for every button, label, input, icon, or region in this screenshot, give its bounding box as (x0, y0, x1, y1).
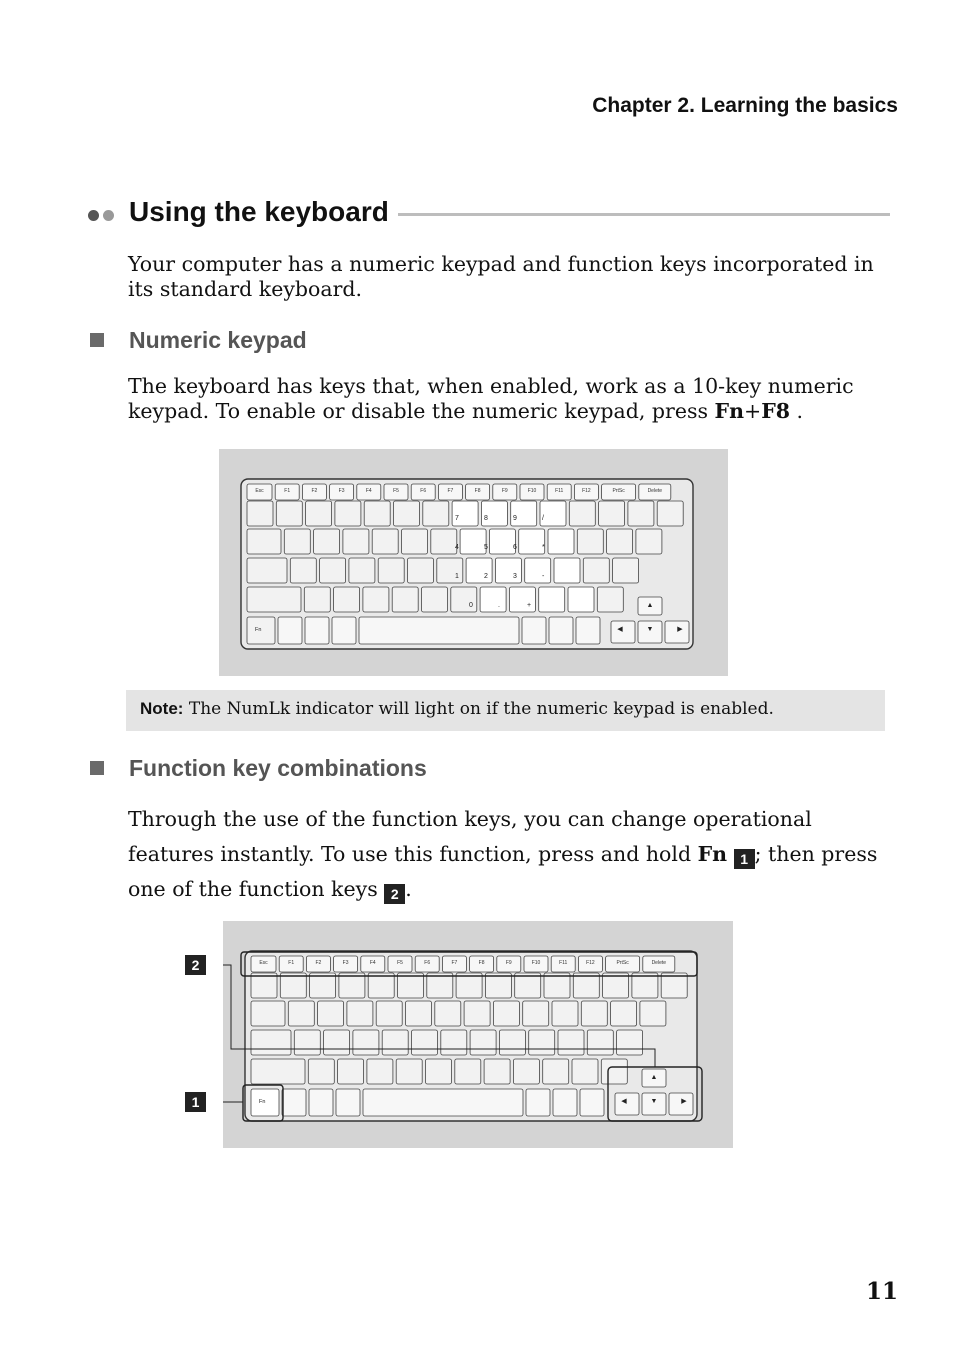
arrow-left-icon: ◀ (621, 1097, 627, 1105)
key-fn: Fn (714, 399, 745, 423)
space-bar (363, 1089, 523, 1116)
key (599, 501, 625, 526)
keypad-label: 3 (513, 573, 517, 580)
key (495, 558, 521, 583)
numeric-text-end: . (790, 399, 804, 423)
function-key-label: F7 (447, 488, 454, 494)
keypad-label: 5 (484, 544, 488, 551)
key (441, 1030, 467, 1055)
function-key-label: F4 (369, 960, 376, 966)
function-key-label: F3 (342, 960, 349, 966)
keyboard-illustration-function (223, 921, 733, 1148)
keypad-label: 9 (513, 515, 517, 522)
key (569, 501, 595, 526)
function-key-label: F6 (424, 960, 431, 966)
key (288, 1001, 314, 1026)
keypad-label: * (542, 544, 545, 551)
keypad-label: 0 (469, 602, 473, 609)
key (601, 1059, 627, 1084)
function-key-label: Esc (255, 488, 264, 494)
key (583, 558, 609, 583)
key-f8: F8 (761, 399, 791, 423)
arrow-down-icon: ▼ (650, 1097, 658, 1105)
key (577, 529, 603, 554)
key (499, 1030, 525, 1055)
space-bar (359, 617, 519, 644)
key (519, 529, 545, 554)
key (523, 1001, 549, 1026)
note-body: The NumLk indicator will light on if the numeric keypad is enabled. (183, 699, 774, 719)
key (251, 973, 277, 998)
key (548, 529, 574, 554)
function-key-label: Delete (651, 960, 667, 966)
modifier-key (553, 1089, 577, 1116)
key (339, 973, 365, 998)
function-key-label: F2 (311, 488, 318, 494)
key (338, 1059, 364, 1084)
function-key-label: PrtSc (612, 488, 625, 494)
keypad-label: . (498, 602, 500, 609)
key (398, 973, 424, 998)
key (484, 1059, 510, 1084)
function-text-2: ; then press one of the function keys (128, 842, 878, 901)
key (349, 558, 375, 583)
key (513, 1059, 539, 1084)
function-key-label: F10 (531, 960, 541, 966)
keypad-label: / (542, 515, 544, 522)
function-key-label: F8 (478, 960, 485, 966)
key (480, 587, 506, 612)
key (412, 1030, 438, 1055)
key (466, 558, 492, 583)
function-text-1: Through the use of the function keys, you can change operational features instantly. To use this function, press and hold (128, 807, 812, 866)
key (456, 973, 482, 998)
key (251, 1030, 291, 1055)
key (396, 1059, 422, 1084)
function-text-3: . (405, 877, 412, 901)
key (376, 1001, 402, 1026)
function-key-label: F12 (586, 960, 595, 966)
function-key-label: Delete (647, 488, 663, 494)
section-heading-row (88, 196, 890, 232)
arrow-up-icon: ▲ (646, 601, 654, 609)
function-key-label: F11 (555, 488, 564, 494)
key (280, 973, 306, 998)
key (335, 501, 361, 526)
key (470, 1030, 496, 1055)
function-key-label: PrtSc (616, 960, 629, 966)
modifier-key (549, 617, 573, 644)
key (607, 529, 633, 554)
function-key-label: F2 (315, 960, 322, 966)
callout-2-inline: 2 (384, 884, 405, 904)
function-key-label: F9 (501, 488, 508, 494)
key (290, 558, 316, 583)
key (364, 501, 390, 526)
key (597, 587, 623, 612)
key (613, 558, 639, 583)
key (368, 973, 394, 998)
function-key-label: F1 (288, 960, 295, 966)
key (661, 973, 687, 998)
function-key-label: F1 (284, 488, 291, 494)
key (318, 1001, 344, 1026)
key (581, 1001, 607, 1026)
key (603, 973, 629, 998)
key (617, 1030, 643, 1055)
keypad-label: 8 (484, 515, 488, 522)
key (251, 1059, 305, 1084)
key (611, 1001, 637, 1026)
modifier-key (522, 617, 546, 644)
key (515, 973, 541, 998)
note-label: Note: (140, 699, 184, 718)
modifier-key (336, 1089, 360, 1116)
key (422, 587, 448, 612)
key (426, 1059, 452, 1084)
key (247, 501, 273, 526)
keyboard-figure-numeric (219, 449, 728, 676)
key (525, 558, 551, 583)
key (493, 1001, 519, 1026)
key (573, 973, 599, 998)
function-key-label: F12 (582, 488, 591, 494)
function-key-label: F5 (393, 488, 399, 494)
key (543, 1059, 569, 1084)
modifier-key (332, 617, 356, 644)
modifier-key (580, 1089, 604, 1116)
fn-key-label: Fn (259, 1099, 266, 1105)
key (423, 501, 449, 526)
key (247, 529, 281, 554)
key (544, 973, 570, 998)
modifier-key (282, 1089, 306, 1116)
key-fn-inline: Fn (697, 842, 728, 866)
key (308, 1059, 334, 1084)
arrow-left-icon: ◀ (617, 625, 623, 633)
key (324, 1030, 350, 1055)
key-plus: + (744, 399, 762, 423)
key (367, 1059, 393, 1084)
key (657, 501, 683, 526)
modifier-key (309, 1089, 333, 1116)
key (540, 501, 566, 526)
arrow-left-key (615, 1093, 639, 1115)
key (372, 529, 398, 554)
keypad-label: 4 (455, 544, 459, 551)
function-key-label: F10 (527, 488, 537, 494)
key (529, 1030, 555, 1055)
function-key-label: Esc (259, 960, 268, 966)
key (481, 501, 507, 526)
key (306, 501, 332, 526)
key (640, 1001, 666, 1026)
page-number: 11 (865, 1278, 898, 1305)
key (427, 973, 453, 998)
keypad-label: - (542, 573, 545, 580)
key (572, 1059, 598, 1084)
key (554, 558, 580, 583)
key (320, 558, 346, 583)
key (452, 501, 478, 526)
keypad-label: 2 (484, 573, 488, 580)
key (435, 1001, 461, 1026)
key (310, 973, 336, 998)
arrow-right-icon: ▶ (677, 625, 683, 633)
function-key-label: F9 (505, 960, 512, 966)
square-bullet-icon (90, 333, 104, 347)
key (247, 558, 287, 583)
function-key-label: F6 (420, 488, 427, 494)
key (568, 587, 594, 612)
note-text (140, 699, 774, 719)
key (539, 587, 565, 612)
key (247, 587, 301, 612)
chapter-header: Chapter 2. Learning the basics (592, 94, 898, 117)
heading-bullets-icon (88, 208, 118, 226)
key (378, 558, 404, 583)
key (636, 529, 662, 554)
key (294, 1030, 320, 1055)
function-combinations-heading: Function key combinations (129, 755, 427, 781)
arrow-up-icon: ▲ (650, 1073, 658, 1081)
keypad-label: 1 (455, 573, 459, 580)
function-key-label: F8 (474, 488, 481, 494)
callout-1-inline: 1 (734, 849, 755, 869)
function-key-label: F7 (451, 960, 458, 966)
key (455, 1059, 481, 1084)
modifier-key (278, 617, 302, 644)
key (408, 558, 434, 583)
numeric-paragraph (128, 374, 888, 424)
key (382, 1030, 408, 1055)
key (284, 529, 310, 554)
key (347, 1001, 373, 1026)
key (406, 1001, 432, 1026)
key (587, 1030, 613, 1055)
function-key-label: F4 (365, 488, 372, 494)
key (485, 973, 511, 998)
note-box (126, 690, 885, 731)
arrow-right-icon: ▶ (681, 1097, 687, 1105)
modifier-key (576, 617, 600, 644)
fn-key-label: Fn (255, 627, 262, 633)
keypad-label: + (527, 602, 532, 609)
key (509, 587, 535, 612)
key (460, 529, 486, 554)
modifier-key (305, 617, 329, 644)
key (558, 1030, 584, 1055)
callout-2: 2 (185, 955, 206, 975)
key (304, 587, 330, 612)
keyboard-illustration (219, 449, 728, 676)
key (552, 1001, 578, 1026)
keypad-label: 7 (455, 515, 459, 522)
key (343, 529, 369, 554)
key (314, 529, 340, 554)
key (628, 501, 654, 526)
key (511, 501, 537, 526)
function-key-label: F5 (397, 960, 403, 966)
square-bullet-icon (90, 761, 104, 775)
key (276, 501, 302, 526)
key (392, 587, 418, 612)
key (353, 1030, 379, 1055)
section-title: Using the keyboard (129, 196, 389, 227)
numeric-keypad-heading: Numeric keypad (129, 327, 307, 353)
key (464, 1001, 490, 1026)
modifier-key (526, 1089, 550, 1116)
key (251, 1001, 285, 1026)
callout-1: 1 (185, 1092, 206, 1112)
key (363, 587, 389, 612)
key (431, 529, 457, 554)
keypad-label: 6 (513, 544, 517, 551)
key (632, 973, 658, 998)
key (402, 529, 428, 554)
key (334, 587, 360, 612)
key (394, 501, 420, 526)
heading-rule (398, 213, 890, 216)
key (489, 529, 515, 554)
function-paragraph (128, 802, 888, 907)
arrow-left-key (611, 621, 635, 643)
keyboard-figure-function (223, 921, 733, 1148)
function-key-label: F11 (559, 960, 568, 966)
function-key-label: F3 (338, 488, 345, 494)
intro-paragraph: Your computer has a numeric keypad and function keys incorporated in its standard keyboard. (128, 252, 874, 301)
arrow-down-icon: ▼ (646, 625, 654, 633)
numeric-text: The keyboard has keys that, when enabled, work as a 10-key numeric keypad. To enable or disable the numeric keypad, press (128, 374, 854, 423)
